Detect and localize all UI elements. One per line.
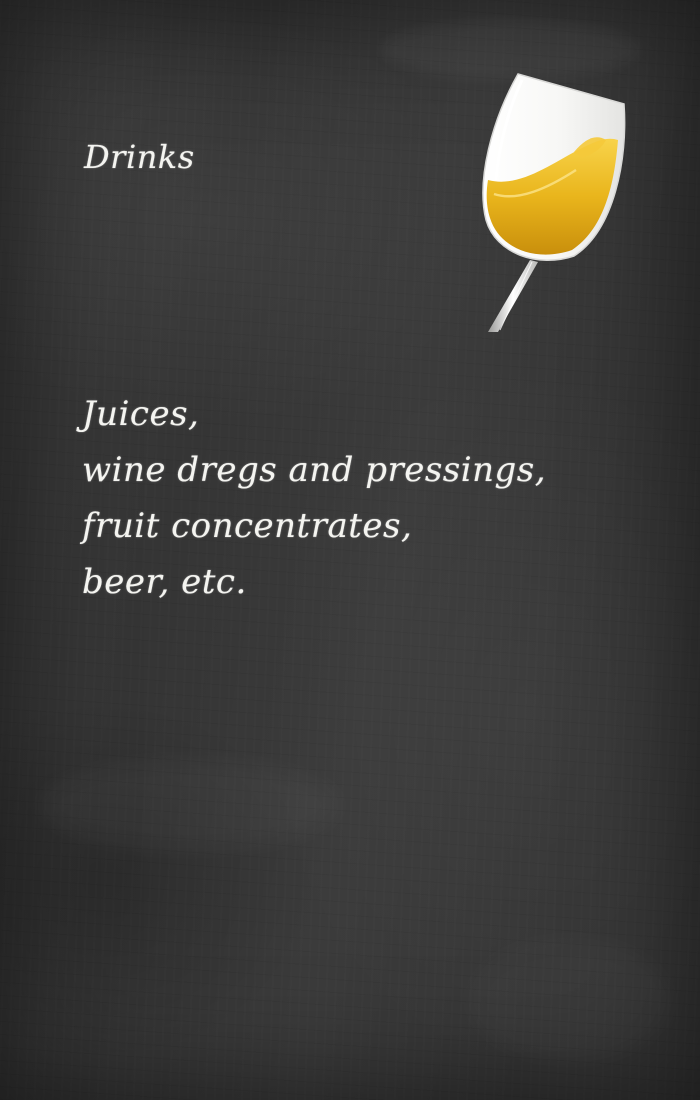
page-title: Drinks <box>84 138 195 176</box>
list-item: Juices, <box>82 394 200 434</box>
chalk-smudge <box>40 760 340 850</box>
wine-glass-bowl <box>483 74 625 260</box>
list-item: fruit concentrates, <box>82 506 413 546</box>
wine-glass-icon <box>478 70 628 336</box>
list-item: wine dregs and pressings, <box>82 450 547 490</box>
chalk-smudge <box>470 940 670 1060</box>
list-item: beer, etc. <box>82 562 247 602</box>
drink-list <box>82 386 546 610</box>
wine-glass-stem <box>488 260 538 332</box>
